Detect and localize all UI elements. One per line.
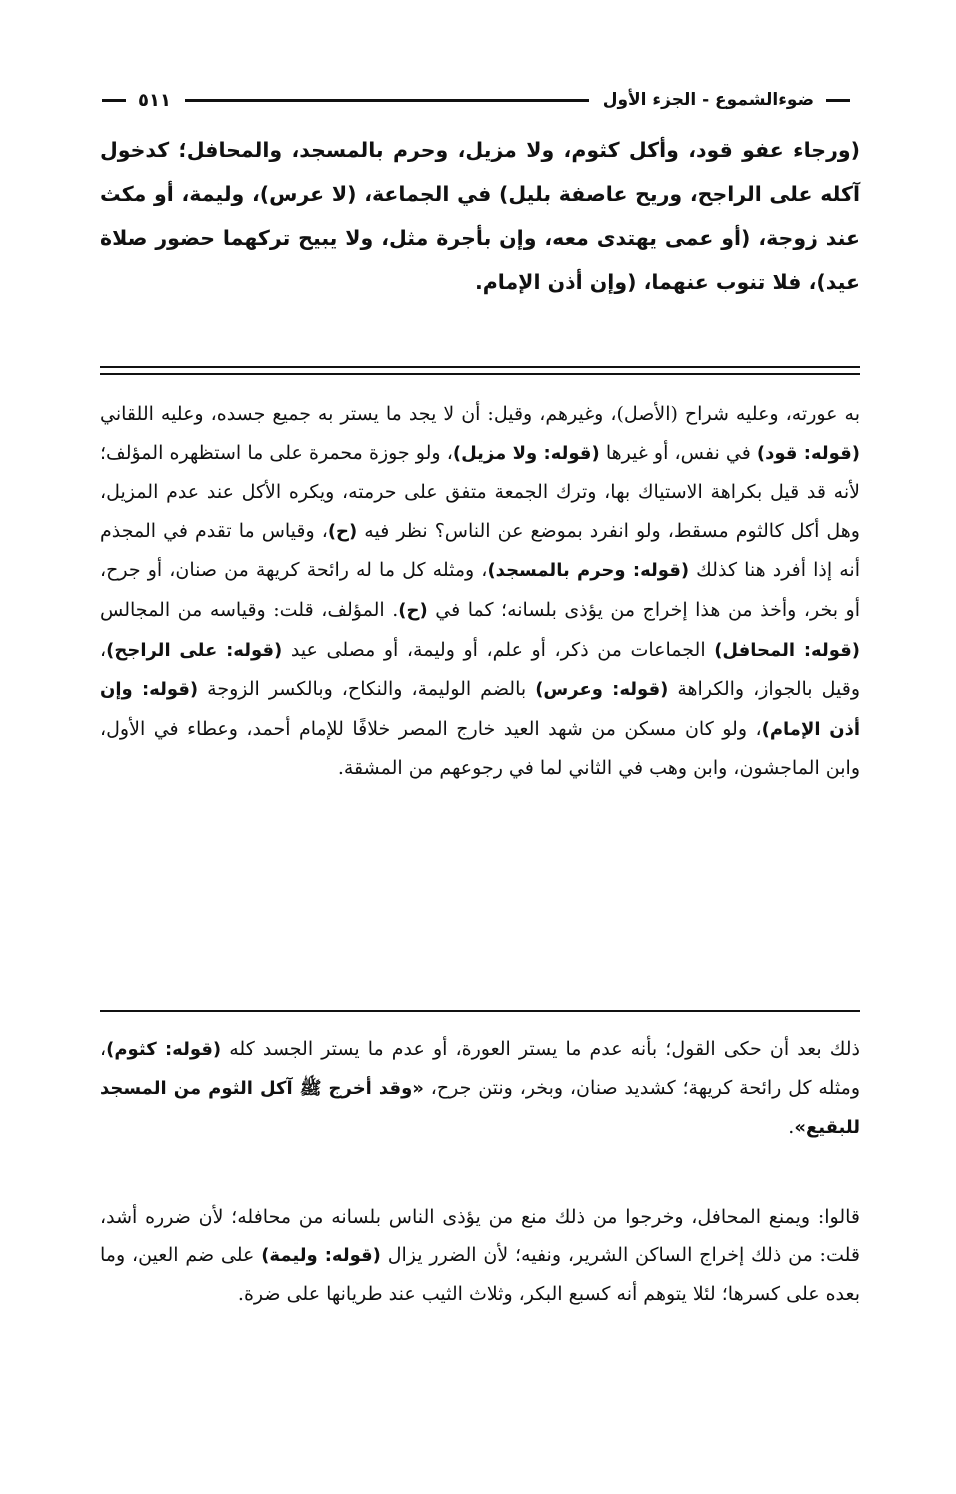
- running-header: [96, 80, 856, 120]
- header-rule: [185, 99, 589, 102]
- double-divider: [100, 366, 860, 375]
- footnote-text: قالوا: ويمنع المحافل، وخرجوا من ذلك منع من يؤذى الناس بلسانه من محافله؛ لأن ضرره أشد، قلت: من ذلك إخراج الساكن الشرير، ونفيه؛ لأن الضرر يزال: [100, 1206, 860, 1266]
- commentary-text: ، ومثله كل ما له رائحة كريهة من صنان، أو جرح، أو بخر، وأخذ من هذا إخراج من يؤذى بلسانه؛ كما في: [100, 559, 860, 621]
- footnote-keyword: (قوله: كثوم): [106, 1039, 222, 1060]
- footnote-block-1: [100, 1030, 860, 1147]
- commentary-text: في نفس، أو غيرها: [599, 441, 757, 464]
- main-text-paragraph: (ورجاء عفو قود، وأكل كثوم، ولا مزيل، وحرم بالمسجد، والمحافل؛ كدخول آكله على الراجح، وريح عاصفة بليل) في الجماعة، (لا عرس)، وليمة، أو مكث عند زوجة، (أو عمى يهتدى معه، وإن بأجرة مثل، ولا يبيح تركهما حضور صلاة عيد)، فلا تنوب عنهما، (وإن أذن الإمام.: [100, 138, 860, 294]
- footnote-text: .: [788, 1116, 795, 1138]
- header-dash: [102, 99, 126, 102]
- commentary-text: بالضم الوليمة، والنكاح، وبالكسر الزوجة: [198, 678, 536, 701]
- commentary-text: ، ولو كان مسكن من شهد العيد خارج المصر خلافًا للإمام أحمد، وعطاء في الأول، وابن الماجشون، وابن وهب في الثاني لما في رجوعهم من المشقة.: [100, 717, 860, 780]
- page-number: ٥١١: [138, 89, 171, 111]
- footnote-text: ذلك بعد أن حكى القول؛ بأنه عدم ما يستر العورة، أو عدم ما يستر الجسد كله: [221, 1038, 860, 1060]
- footnote-paragraph: [100, 1198, 860, 1313]
- commentary-keyword: (قوله: وحرم بالمسجد): [487, 560, 690, 582]
- commentary-keyword: (قوله: المحافل): [714, 639, 860, 661]
- footnote-quote: «وقد أخرج ﷺ آكل الثوم من المسجد للبقيع»: [100, 1078, 860, 1138]
- header-dash: [826, 99, 850, 102]
- footnote-divider: [100, 1010, 860, 1012]
- commentary-text: الجماعات من ذكر، أو علم، أو وليمة، أو مصلى عيد: [282, 638, 715, 661]
- footnote-paragraph: [100, 1030, 860, 1147]
- main-text: [100, 128, 860, 304]
- commentary-text: ، وقيل بالجواز، والكراهة: [100, 638, 860, 701]
- commentary-keyword: (قوله: وإن أذن الإمام): [100, 679, 860, 740]
- footnote-text: على ضم العين، وما بعده على كسرها؛ لئلا يتوهم أنه كسبع البكر، وثلاث الثيب عند طريانها على ضرة.: [100, 1244, 860, 1305]
- footnote-keyword: (قوله: وليمة): [261, 1245, 381, 1266]
- commentary-keyword: (قوله: قود): [756, 442, 860, 464]
- commentary-text: به عورته، وعليه شراح (الأصل)، وغيرهم، وقيل: أن لا يجد ما يستر به جميع جسده، وعليه اللقاني: [100, 403, 860, 425]
- commentary-keyword: (قوله: على الراجح): [106, 639, 283, 661]
- commentary: [100, 395, 860, 788]
- commentary-paragraph: [100, 395, 860, 788]
- commentary-text: . المؤلف، قلت: وقياسه من المجالس: [100, 598, 399, 621]
- commentary-text: ، وقياس ما تقدم في المجذم أنه إذا أفرد هنا كذلك: [100, 519, 860, 582]
- commentary-keyword: (ح): [327, 520, 358, 542]
- book-title: ضوءالشموع - الجزء الأول: [602, 90, 814, 110]
- commentary-keyword: (ح): [398, 599, 428, 621]
- footnote-text: ، ومثله كل رائحة كريهة؛ كشديد صنان، وبخر، ونتن جرح،: [100, 1038, 860, 1099]
- commentary-keyword: (قوله: وعرس): [535, 679, 669, 701]
- footnote-block-2: [100, 1198, 860, 1313]
- commentary-text: ، ولو جوزة محمرة على ما استظهره المؤلف؛ لأنه قد قيل بكراهة الاستياك بها، وترك الجمعة متفق على حرمته، ويكره الأكل عند عدم المزيل، وهل أكل كالثوم مسقط، ولو انفرد بموضع عن الناس؟ نظر فيه: [100, 441, 860, 542]
- commentary-keyword: (قوله: ولا مزيل): [452, 442, 600, 464]
